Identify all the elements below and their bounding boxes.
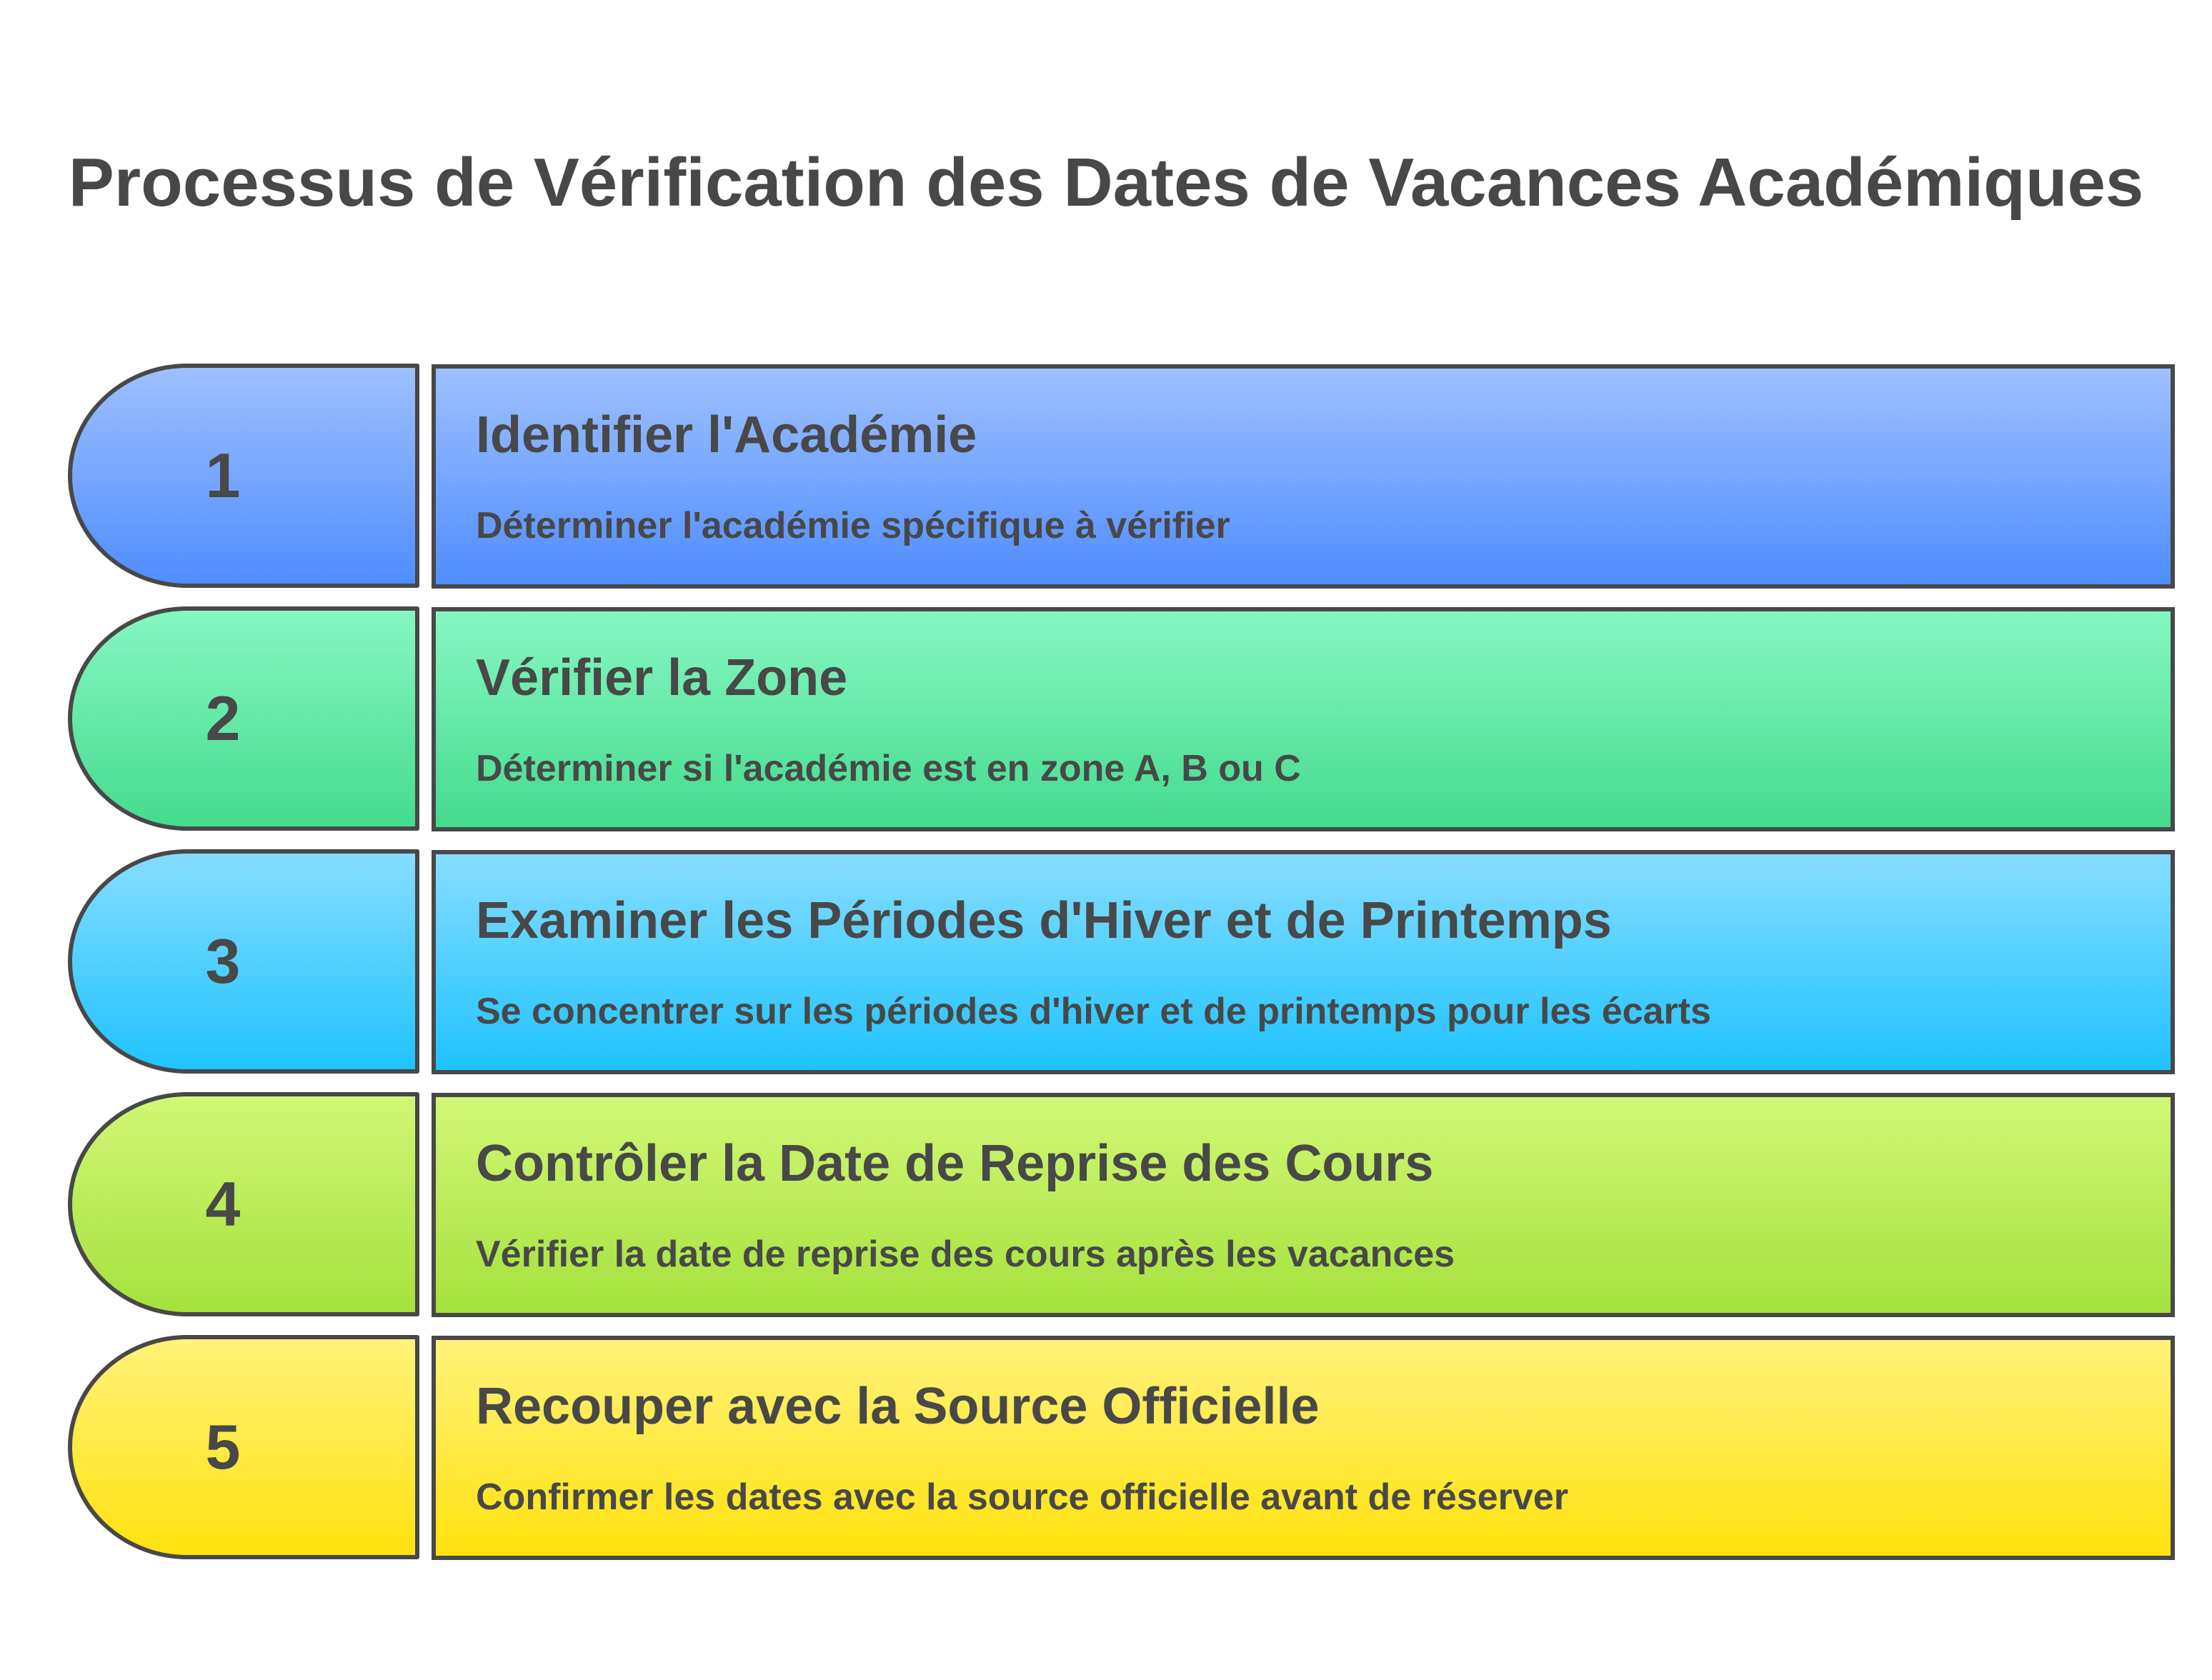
step-1-number: 1 — [205, 440, 241, 511]
step-3 — [66, 849, 2175, 1074]
step-2-card — [432, 607, 2175, 831]
step-2-description: Déterminer si l'académie est en zone A, B ou C — [476, 748, 1301, 789]
step-3-title: Examiner les Périodes d'Hiver et de Printemps — [476, 892, 1612, 949]
step-2-number-tab — [66, 606, 420, 831]
step-4-title: Contrôler la Date de Reprise des Cours — [476, 1135, 1434, 1192]
step-4-card — [432, 1093, 2175, 1317]
step-5-description: Confirmer les dates avec la source officielle avant de réserver — [476, 1476, 1568, 1518]
step-3-card — [432, 850, 2175, 1074]
diagram-title: Processus de Vérification des Dates de Vacances Académiques — [68, 144, 2144, 221]
step-4 — [66, 1091, 2175, 1317]
step-3-number: 3 — [205, 926, 241, 996]
step-1-number-tab — [66, 363, 420, 589]
step-4-number: 4 — [205, 1169, 241, 1239]
step-3-description: Se concentrer sur les périodes d'hiver et de printemps pour les écarts — [476, 991, 1711, 1032]
step-5-title: Recouper avec la Source Officielle — [476, 1378, 1320, 1435]
step-4-number-tab — [66, 1091, 420, 1317]
step-5-number: 5 — [205, 1411, 241, 1482]
step-1-description: Déterminer l'académie spécifique à vérifier — [476, 505, 1230, 546]
step-2 — [66, 606, 2175, 831]
step-5 — [66, 1334, 2175, 1560]
step-1 — [66, 363, 2175, 589]
step-4-description: Vérifier la date de reprise des cours après les vacances — [476, 1234, 1455, 1275]
step-1-title: Identifier l'Académie — [476, 406, 977, 464]
step-2-number: 2 — [205, 683, 241, 754]
step-2-title: Vérifier la Zone — [476, 649, 848, 706]
step-1-card — [432, 364, 2175, 589]
step-5-card — [432, 1336, 2175, 1560]
step-3-number-tab — [66, 849, 420, 1074]
step-5-number-tab — [66, 1334, 420, 1560]
